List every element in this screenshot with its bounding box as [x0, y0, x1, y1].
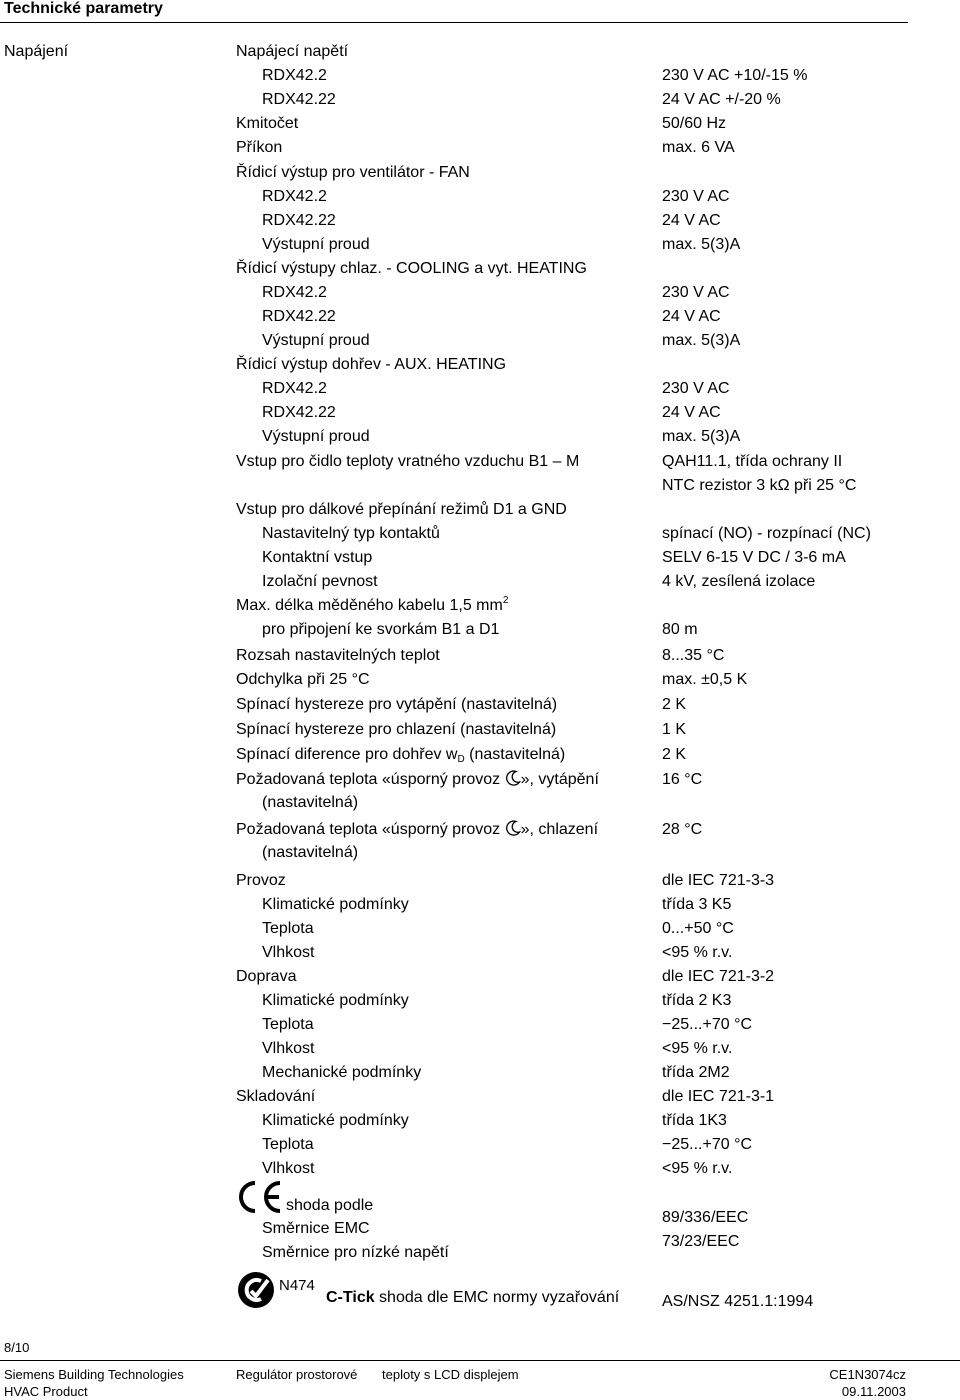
spec-label: Kmitočet — [236, 115, 299, 132]
spec-label: Provoz — [236, 872, 286, 889]
spec-label: Kontaktní vstup — [262, 549, 373, 566]
page-number: 8/10 — [4, 1340, 30, 1355]
spec-label: Rozsah nastavitelných teplot — [236, 647, 440, 664]
moon-icon — [505, 770, 521, 786]
footer-divider — [0, 1360, 960, 1361]
footer-division: HVAC Product — [4, 1384, 88, 1399]
spec-label: Spínací hystereze pro chlazení (nastavitelná) — [236, 721, 557, 738]
page-title: Technické parametry — [4, 0, 163, 17]
spec-label: Doprava — [236, 968, 297, 985]
eco-heat-value: 16 °C — [662, 771, 703, 788]
spec-value: NTC rezistor 3 kΩ při 25 °C — [662, 477, 857, 494]
spec-value: QAH11.1, třída ochrany II — [662, 453, 843, 470]
spec-value: 230 V AC — [662, 380, 730, 397]
ce-value-1: 89/336/EEC — [662, 1209, 749, 1226]
ce-mark-icon — [236, 1180, 284, 1214]
spec-value: spínací (NO) - rozpínací (NC) — [662, 525, 871, 542]
spec-label: Klimatické podmínky — [262, 1112, 409, 1129]
spec-label: Skladování — [236, 1088, 316, 1105]
spec-label: Odchylka při 25 °C — [236, 671, 370, 688]
spec-label: RDX42.2 — [262, 188, 327, 205]
spec-value: 24 V AC +/-20 % — [662, 91, 781, 108]
max-cable-label: Max. délka měděného kabelu 1,5 $mm^2$ — [236, 595, 509, 614]
spec-label: RDX42.22 — [262, 308, 336, 325]
spec-label: (nastavitelná) — [262, 844, 359, 861]
spec-label: Nastavitelný typ kontaktů — [262, 525, 440, 542]
spec-label: Řídicí výstup dohřev - AUX. HEATING — [236, 356, 507, 373]
spec-label: Vlhkost — [262, 1160, 315, 1177]
spec-value: 2 K — [662, 696, 687, 713]
spec-value: třída 1K3 — [662, 1112, 727, 1129]
spec-value: dle IEC 721-3-3 — [662, 872, 775, 889]
spec-label: RDX42.22 — [262, 91, 336, 108]
spec-value: 4 kV, zesílená izolace — [662, 573, 816, 590]
spec-label: Výstupní proud — [262, 236, 370, 253]
c-tick-code: N474 — [279, 1277, 315, 1294]
aux-diff-label: Spínací diference pro dohřev $w_D$ (nastavitelná) — [236, 746, 566, 765]
footer-doc-id: CE1N3074cz — [829, 1367, 906, 1382]
eco-heat-label: Požadovaná teplota «úsporný provoz », vytápění — [236, 771, 599, 788]
spec-value: 50/60 Hz — [662, 115, 727, 132]
spec-value: −25...+70 °C — [662, 1136, 753, 1153]
spec-label: Teplota — [262, 1136, 314, 1153]
footer-product: Regulátor prostorové — [236, 1367, 358, 1382]
footer-company: Siemens Building Technologies — [4, 1367, 184, 1382]
footer-product-2: teploty s LCD displejem — [382, 1367, 519, 1382]
spec-value: max. 6 VA — [662, 139, 735, 156]
spec-label: RDX42.22 — [262, 404, 336, 421]
ce-line-1: shoda podle — [286, 1197, 374, 1214]
spec-label: pro připojení ke svorkám B1 a D1 — [262, 621, 500, 638]
spec-value: 24 V AC — [662, 212, 721, 229]
spec-value: třída 2M2 — [662, 1064, 730, 1081]
moon-icon — [505, 820, 521, 836]
spec-value: max. ±0,5 K — [662, 671, 748, 688]
spec-value: −25...+70 °C — [662, 1016, 753, 1033]
spec-value: 0...+50 °C — [662, 920, 734, 937]
c-tick-value: AS/NSZ 4251.1:1994 — [662, 1293, 814, 1310]
spec-label: RDX42.2 — [262, 284, 327, 301]
eco-cool-value: 28 °C — [662, 821, 703, 838]
spec-value: třída 3 K5 — [662, 896, 732, 913]
spec-value: dle IEC 721-3-2 — [662, 968, 775, 985]
spec-value: dle IEC 721-3-1 — [662, 1088, 775, 1105]
spec-value: max. 5(3)A — [662, 332, 741, 349]
spec-value: <95 % r.v. — [662, 1040, 733, 1057]
ce-value-2: 73/23/EEC — [662, 1233, 740, 1250]
spec-label: Spínací hystereze pro vytápění (nastavitelná) — [236, 696, 558, 713]
eco-cool-label: Požadovaná teplota «úsporný provoz », chlazení — [236, 821, 599, 838]
spec-value: max. 5(3)A — [662, 428, 741, 445]
spec-value: 24 V AC — [662, 308, 721, 325]
section-label: Napájení — [4, 43, 69, 60]
spec-value: 24 V AC — [662, 404, 721, 421]
spec-label: Výstupní proud — [262, 428, 370, 445]
spec-label: Vlhkost — [262, 944, 315, 961]
spec-value: 80 m — [662, 621, 698, 638]
spec-label: Řídicí výstupy chlaz. - COOLING a vyt. HEATING — [236, 260, 587, 277]
spec-value: SELV 6-15 V DC / 3-6 mA — [662, 549, 846, 566]
spec-value: max. 5(3)A — [662, 236, 741, 253]
spec-label: RDX42.2 — [262, 380, 327, 397]
spec-label: Příkon — [236, 139, 283, 156]
spec-label: Řídicí výstup pro ventilátor - FAN — [236, 164, 470, 181]
spec-label: Klimatické podmínky — [262, 992, 409, 1009]
spec-label: Teplota — [262, 1016, 314, 1033]
spec-label: RDX42.2 — [262, 67, 327, 84]
spec-value: 230 V AC — [662, 284, 730, 301]
spec-label: Teplota — [262, 920, 314, 937]
spec-label: Vstup pro čidlo teploty vratného vzduchu B1 – M — [236, 453, 580, 470]
spec-label: (nastavitelná) — [262, 794, 359, 811]
spec-value: 1 K — [662, 721, 687, 738]
title-divider — [0, 22, 908, 23]
ce-line-2: Směrnice EMC — [262, 1220, 370, 1237]
spec-label: Vlhkost — [262, 1040, 315, 1057]
c-tick-text: C-Tick shoda dle EMC normy vyzařování — [326, 1289, 620, 1306]
spec-value: třída 2 K3 — [662, 992, 732, 1009]
footer-date: 09.11.2003 — [841, 1384, 906, 1399]
ce-line-3: Směrnice pro nízké napětí — [262, 1244, 449, 1261]
spec-label: Mechanické podmínky — [262, 1064, 422, 1081]
spec-value: 230 V AC +10/-15 % — [662, 67, 808, 84]
spec-label: Vstup pro dálkové přepínání režimů D1 a GND — [236, 501, 567, 518]
spec-label: Klimatické podmínky — [262, 896, 409, 913]
spec-label: RDX42.22 — [262, 212, 336, 229]
spec-value: <95 % r.v. — [662, 1160, 733, 1177]
spec-label: Výstupní proud — [262, 332, 370, 349]
spec-label: Izolační pevnost — [262, 573, 378, 590]
aux-diff-value: 2 K — [662, 746, 687, 763]
spec-value: 8...35 °C — [662, 647, 725, 664]
spec-value: 230 V AC — [662, 188, 730, 205]
c-tick-icon — [236, 1270, 276, 1310]
spec-label: Napájecí napětí — [236, 43, 349, 60]
spec-value: <95 % r.v. — [662, 944, 733, 961]
